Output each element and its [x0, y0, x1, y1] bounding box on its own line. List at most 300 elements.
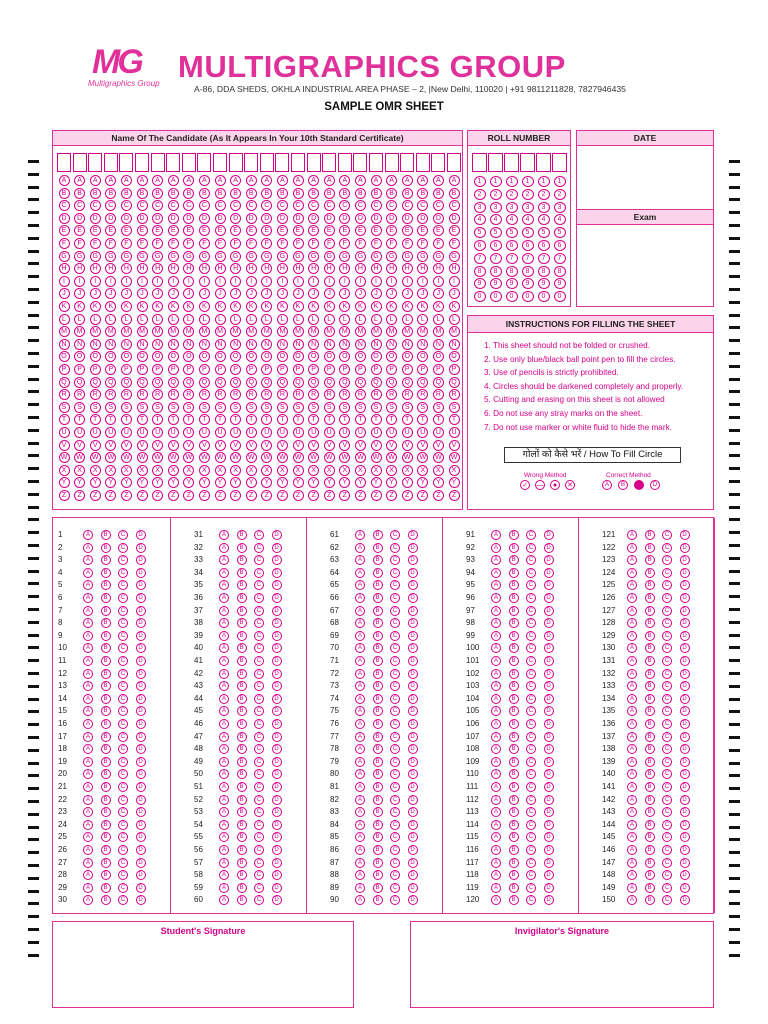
answer-bubble[interactable]: A — [83, 883, 93, 893]
name-bubble[interactable]: V — [402, 440, 413, 451]
name-bubble[interactable]: V — [152, 440, 163, 451]
name-bubble[interactable]: A — [277, 175, 288, 186]
answer-bubble[interactable]: B — [645, 782, 655, 792]
roll-bubble[interactable]: 0 — [554, 291, 566, 302]
answer-bubble[interactable]: C — [118, 807, 128, 817]
name-bubble[interactable]: S — [121, 402, 132, 413]
answer-bubble[interactable]: D — [136, 669, 146, 679]
answer-bubble[interactable]: B — [509, 593, 519, 603]
answer-bubble[interactable]: C — [526, 593, 536, 603]
answer-bubble[interactable]: A — [355, 694, 365, 704]
name-bubble[interactable]: P — [215, 364, 226, 375]
name-bubble[interactable]: O — [215, 351, 226, 362]
name-bubble[interactable]: Q — [277, 377, 288, 388]
answer-bubble[interactable]: B — [645, 719, 655, 729]
answer-bubble[interactable]: A — [627, 820, 637, 830]
answer-bubble[interactable]: B — [237, 832, 247, 842]
name-bubble[interactable]: S — [74, 402, 85, 413]
answer-bubble[interactable]: C — [118, 694, 128, 704]
name-bubble[interactable]: N — [59, 339, 70, 350]
name-bubble[interactable]: T — [105, 414, 116, 425]
name-bubble[interactable]: T — [277, 414, 288, 425]
answer-bubble[interactable]: D — [272, 643, 282, 653]
name-letter-box[interactable] — [57, 153, 71, 172]
name-bubble[interactable]: U — [324, 427, 335, 438]
answer-bubble[interactable]: C — [254, 795, 264, 805]
answer-bubble[interactable]: B — [101, 643, 111, 653]
answer-bubble[interactable]: B — [509, 580, 519, 590]
answer-bubble[interactable]: B — [509, 568, 519, 578]
name-bubble[interactable]: F — [261, 238, 272, 249]
name-bubble[interactable]: N — [402, 339, 413, 350]
name-bubble[interactable]: Z — [215, 490, 226, 501]
answer-bubble[interactable]: B — [373, 656, 383, 666]
answer-bubble[interactable]: C — [526, 719, 536, 729]
answer-bubble[interactable]: D — [136, 883, 146, 893]
answer-bubble[interactable]: D — [272, 656, 282, 666]
answer-bubble[interactable]: B — [645, 795, 655, 805]
roll-bubble[interactable]: 2 — [522, 189, 534, 200]
roll-bubble[interactable]: 0 — [490, 291, 502, 302]
answer-bubble[interactable]: C — [526, 858, 536, 868]
roll-digit-box[interactable] — [536, 153, 551, 172]
name-bubble[interactable]: B — [371, 188, 382, 199]
name-bubble[interactable]: C — [308, 200, 319, 211]
name-bubble[interactable]: M — [246, 326, 257, 337]
name-bubble[interactable]: N — [417, 339, 428, 350]
name-bubble[interactable]: D — [324, 213, 335, 224]
answer-bubble[interactable]: A — [355, 631, 365, 641]
answer-bubble[interactable]: C — [118, 845, 128, 855]
name-bubble[interactable]: F — [246, 238, 257, 249]
answer-bubble[interactable]: D — [680, 807, 690, 817]
answer-bubble[interactable]: B — [101, 757, 111, 767]
name-bubble[interactable]: S — [90, 402, 101, 413]
name-bubble[interactable]: L — [152, 314, 163, 325]
answer-bubble[interactable]: A — [627, 669, 637, 679]
name-bubble[interactable]: L — [246, 314, 257, 325]
roll-bubble[interactable]: 7 — [554, 253, 566, 264]
answer-bubble[interactable]: A — [491, 883, 501, 893]
name-bubble[interactable]: I — [293, 276, 304, 287]
answer-bubble[interactable]: D — [408, 555, 418, 565]
name-bubble[interactable]: E — [417, 225, 428, 236]
answer-bubble[interactable]: A — [627, 631, 637, 641]
name-bubble[interactable]: G — [371, 251, 382, 262]
answer-bubble[interactable]: C — [254, 631, 264, 641]
name-bubble[interactable]: W — [402, 452, 413, 463]
name-bubble[interactable]: S — [433, 402, 444, 413]
answer-bubble[interactable]: C — [662, 543, 672, 553]
answer-bubble[interactable]: A — [491, 643, 501, 653]
answer-bubble[interactable]: A — [627, 870, 637, 880]
name-bubble[interactable]: V — [449, 440, 460, 451]
answer-bubble[interactable]: B — [101, 807, 111, 817]
name-bubble[interactable]: E — [433, 225, 444, 236]
roll-digit-box[interactable] — [488, 153, 503, 172]
name-bubble[interactable]: X — [324, 465, 335, 476]
answer-bubble[interactable]: A — [219, 530, 229, 540]
answer-bubble[interactable]: D — [544, 757, 554, 767]
roll-bubble[interactable]: 1 — [538, 176, 550, 187]
name-bubble[interactable]: N — [261, 339, 272, 350]
answer-bubble[interactable]: D — [408, 744, 418, 754]
answer-bubble[interactable]: D — [272, 757, 282, 767]
answer-bubble[interactable]: C — [254, 530, 264, 540]
name-bubble[interactable]: X — [121, 465, 132, 476]
answer-bubble[interactable]: C — [390, 719, 400, 729]
answer-bubble[interactable]: A — [83, 820, 93, 830]
answer-bubble[interactable]: C — [662, 656, 672, 666]
name-bubble[interactable]: Y — [355, 477, 366, 488]
name-bubble[interactable]: N — [433, 339, 444, 350]
answer-bubble[interactable]: A — [83, 744, 93, 754]
answer-bubble[interactable]: B — [101, 580, 111, 590]
name-letter-box[interactable] — [213, 153, 227, 172]
name-bubble[interactable]: Y — [293, 477, 304, 488]
answer-bubble[interactable]: C — [118, 543, 128, 553]
name-bubble[interactable]: O — [246, 351, 257, 362]
answer-bubble[interactable]: D — [680, 858, 690, 868]
answer-bubble[interactable]: D — [544, 820, 554, 830]
name-bubble[interactable]: N — [199, 339, 210, 350]
answer-bubble[interactable]: B — [101, 618, 111, 628]
name-bubble[interactable]: M — [105, 326, 116, 337]
name-bubble[interactable]: Q — [137, 377, 148, 388]
roll-bubble[interactable]: 3 — [522, 202, 534, 213]
name-bubble[interactable]: U — [215, 427, 226, 438]
name-bubble[interactable]: I — [121, 276, 132, 287]
name-bubble[interactable]: J — [355, 288, 366, 299]
answer-bubble[interactable]: B — [101, 883, 111, 893]
answer-bubble[interactable]: B — [101, 782, 111, 792]
name-bubble[interactable]: D — [417, 213, 428, 224]
name-bubble[interactable]: L — [402, 314, 413, 325]
answer-bubble[interactable]: C — [526, 744, 536, 754]
answer-bubble[interactable]: B — [645, 681, 655, 691]
name-bubble[interactable]: L — [137, 314, 148, 325]
name-bubble[interactable]: H — [199, 263, 210, 274]
answer-bubble[interactable]: B — [237, 769, 247, 779]
name-bubble[interactable]: J — [293, 288, 304, 299]
name-bubble[interactable]: B — [308, 188, 319, 199]
answer-bubble[interactable]: B — [237, 606, 247, 616]
answer-bubble[interactable]: A — [219, 606, 229, 616]
name-bubble[interactable]: Z — [105, 490, 116, 501]
name-bubble[interactable]: L — [324, 314, 335, 325]
answer-bubble[interactable]: D — [544, 618, 554, 628]
answer-bubble[interactable]: D — [544, 656, 554, 666]
answer-bubble[interactable]: D — [136, 593, 146, 603]
answer-bubble[interactable]: C — [662, 883, 672, 893]
name-bubble[interactable]: A — [417, 175, 428, 186]
answer-bubble[interactable]: B — [509, 631, 519, 641]
answer-bubble[interactable]: B — [645, 631, 655, 641]
name-bubble[interactable]: G — [199, 251, 210, 262]
name-bubble[interactable]: I — [168, 276, 179, 287]
answer-bubble[interactable]: A — [355, 757, 365, 767]
name-bubble[interactable]: P — [308, 364, 319, 375]
answer-bubble[interactable]: C — [254, 706, 264, 716]
answer-bubble[interactable]: D — [272, 706, 282, 716]
answer-bubble[interactable]: A — [355, 895, 365, 905]
answer-bubble[interactable]: B — [509, 719, 519, 729]
roll-bubble[interactable]: 0 — [506, 291, 518, 302]
name-bubble[interactable]: A — [199, 175, 210, 186]
name-bubble[interactable]: E — [152, 225, 163, 236]
name-bubble[interactable]: T — [215, 414, 226, 425]
answer-bubble[interactable]: B — [101, 769, 111, 779]
answer-bubble[interactable]: B — [101, 656, 111, 666]
answer-bubble[interactable]: D — [544, 845, 554, 855]
name-bubble[interactable]: U — [277, 427, 288, 438]
name-bubble[interactable]: N — [339, 339, 350, 350]
name-bubble[interactable]: N — [152, 339, 163, 350]
name-bubble[interactable]: Q — [152, 377, 163, 388]
name-bubble[interactable]: I — [449, 276, 460, 287]
name-bubble[interactable]: E — [449, 225, 460, 236]
roll-bubble[interactable]: 6 — [490, 240, 502, 251]
answer-bubble[interactable]: B — [509, 643, 519, 653]
name-bubble[interactable]: A — [261, 175, 272, 186]
name-bubble[interactable]: O — [90, 351, 101, 362]
answer-bubble[interactable]: C — [254, 820, 264, 830]
answer-bubble[interactable]: B — [645, 832, 655, 842]
answer-bubble[interactable]: A — [83, 858, 93, 868]
answer-bubble[interactable]: D — [680, 845, 690, 855]
answer-bubble[interactable]: C — [662, 568, 672, 578]
answer-bubble[interactable]: D — [408, 681, 418, 691]
name-bubble[interactable]: I — [183, 276, 194, 287]
name-bubble[interactable]: M — [386, 326, 397, 337]
name-bubble[interactable]: L — [168, 314, 179, 325]
answer-bubble[interactable]: D — [272, 820, 282, 830]
name-bubble[interactable]: W — [90, 452, 101, 463]
name-bubble[interactable]: D — [293, 213, 304, 224]
name-bubble[interactable]: P — [183, 364, 194, 375]
answer-bubble[interactable]: C — [390, 694, 400, 704]
name-bubble[interactable]: O — [152, 351, 163, 362]
answer-bubble[interactable]: C — [526, 845, 536, 855]
answer-bubble[interactable]: D — [408, 719, 418, 729]
answer-bubble[interactable]: D — [544, 895, 554, 905]
name-bubble[interactable]: G — [183, 251, 194, 262]
answer-bubble[interactable]: D — [136, 832, 146, 842]
answer-bubble[interactable]: C — [526, 706, 536, 716]
answer-bubble[interactable]: B — [509, 530, 519, 540]
name-bubble[interactable]: U — [449, 427, 460, 438]
answer-bubble[interactable]: B — [373, 832, 383, 842]
name-bubble[interactable]: Y — [74, 477, 85, 488]
name-bubble[interactable]: R — [355, 389, 366, 400]
name-bubble[interactable]: B — [277, 188, 288, 199]
name-bubble[interactable]: Q — [215, 377, 226, 388]
answer-bubble[interactable]: D — [272, 606, 282, 616]
name-bubble[interactable]: P — [355, 364, 366, 375]
name-bubble[interactable]: J — [215, 288, 226, 299]
answer-bubble[interactable]: D — [680, 694, 690, 704]
answer-bubble[interactable]: D — [680, 555, 690, 565]
name-bubble[interactable]: B — [402, 188, 413, 199]
name-bubble[interactable]: U — [261, 427, 272, 438]
name-bubble[interactable]: P — [59, 364, 70, 375]
name-bubble[interactable]: K — [277, 301, 288, 312]
name-bubble[interactable]: R — [59, 389, 70, 400]
answer-bubble[interactable]: C — [118, 732, 128, 742]
answer-bubble[interactable]: B — [509, 782, 519, 792]
answer-bubble[interactable]: A — [83, 807, 93, 817]
answer-bubble[interactable]: A — [627, 706, 637, 716]
name-bubble[interactable]: L — [199, 314, 210, 325]
answer-bubble[interactable]: D — [408, 530, 418, 540]
name-bubble[interactable]: J — [168, 288, 179, 299]
name-bubble[interactable]: T — [308, 414, 319, 425]
answer-bubble[interactable]: D — [136, 820, 146, 830]
name-bubble[interactable]: E — [293, 225, 304, 236]
name-bubble[interactable]: S — [215, 402, 226, 413]
name-bubble[interactable]: N — [137, 339, 148, 350]
name-bubble[interactable]: U — [371, 427, 382, 438]
name-bubble[interactable]: C — [371, 200, 382, 211]
answer-bubble[interactable]: D — [408, 618, 418, 628]
name-bubble[interactable]: G — [215, 251, 226, 262]
answer-bubble[interactable]: C — [254, 757, 264, 767]
name-letter-box[interactable] — [197, 153, 211, 172]
answer-bubble[interactable]: C — [118, 706, 128, 716]
answer-bubble[interactable]: C — [254, 883, 264, 893]
answer-bubble[interactable]: C — [390, 769, 400, 779]
answer-bubble[interactable]: B — [373, 795, 383, 805]
name-bubble[interactable]: B — [121, 188, 132, 199]
answer-bubble[interactable]: D — [408, 694, 418, 704]
answer-bubble[interactable]: D — [544, 606, 554, 616]
name-bubble[interactable]: K — [168, 301, 179, 312]
answer-bubble[interactable]: A — [83, 543, 93, 553]
name-bubble[interactable]: Y — [90, 477, 101, 488]
answer-bubble[interactable]: A — [83, 643, 93, 653]
answer-bubble[interactable]: D — [680, 795, 690, 805]
name-bubble[interactable]: V — [417, 440, 428, 451]
answer-bubble[interactable]: D — [544, 858, 554, 868]
answer-bubble[interactable]: C — [662, 719, 672, 729]
name-bubble[interactable]: N — [277, 339, 288, 350]
answer-bubble[interactable]: B — [373, 568, 383, 578]
answer-bubble[interactable]: D — [544, 669, 554, 679]
name-bubble[interactable]: I — [277, 276, 288, 287]
answer-bubble[interactable]: D — [136, 732, 146, 742]
answer-bubble[interactable]: B — [509, 858, 519, 868]
answer-bubble[interactable]: A — [355, 568, 365, 578]
name-bubble[interactable]: C — [417, 200, 428, 211]
answer-bubble[interactable]: D — [680, 870, 690, 880]
name-bubble[interactable]: J — [433, 288, 444, 299]
answer-bubble[interactable]: D — [272, 543, 282, 553]
answer-bubble[interactable]: B — [237, 895, 247, 905]
roll-bubble[interactable]: 7 — [490, 253, 502, 264]
answer-bubble[interactable]: B — [509, 732, 519, 742]
name-letter-box[interactable] — [229, 153, 243, 172]
roll-digit-box[interactable] — [520, 153, 535, 172]
name-bubble[interactable]: R — [230, 389, 241, 400]
name-bubble[interactable]: I — [308, 276, 319, 287]
name-bubble[interactable]: A — [402, 175, 413, 186]
answer-bubble[interactable]: A — [491, 656, 501, 666]
answer-bubble[interactable]: D — [408, 769, 418, 779]
name-bubble[interactable]: K — [230, 301, 241, 312]
answer-bubble[interactable]: D — [136, 568, 146, 578]
answer-bubble[interactable]: C — [118, 618, 128, 628]
answer-bubble[interactable]: D — [680, 757, 690, 767]
name-bubble[interactable]: W — [308, 452, 319, 463]
answer-bubble[interactable]: A — [627, 606, 637, 616]
answer-bubble[interactable]: A — [355, 858, 365, 868]
answer-bubble[interactable]: D — [544, 543, 554, 553]
name-bubble[interactable]: T — [339, 414, 350, 425]
name-bubble[interactable]: E — [90, 225, 101, 236]
answer-bubble[interactable]: B — [373, 555, 383, 565]
answer-bubble[interactable]: A — [83, 757, 93, 767]
name-bubble[interactable]: B — [105, 188, 116, 199]
name-bubble[interactable]: G — [121, 251, 132, 262]
name-bubble[interactable]: W — [386, 452, 397, 463]
name-bubble[interactable]: K — [261, 301, 272, 312]
answer-bubble[interactable]: C — [526, 883, 536, 893]
name-bubble[interactable]: I — [199, 276, 210, 287]
roll-bubble[interactable]: 4 — [522, 214, 534, 225]
answer-bubble[interactable]: D — [680, 769, 690, 779]
answer-bubble[interactable]: D — [680, 631, 690, 641]
name-bubble[interactable]: P — [90, 364, 101, 375]
name-bubble[interactable]: A — [230, 175, 241, 186]
name-bubble[interactable]: W — [105, 452, 116, 463]
name-bubble[interactable]: K — [90, 301, 101, 312]
answer-bubble[interactable]: A — [83, 593, 93, 603]
name-bubble[interactable]: C — [293, 200, 304, 211]
name-letter-box[interactable] — [322, 153, 336, 172]
name-bubble[interactable]: H — [152, 263, 163, 274]
name-bubble[interactable]: C — [449, 200, 460, 211]
name-letter-box[interactable] — [119, 153, 133, 172]
answer-bubble[interactable]: A — [491, 593, 501, 603]
name-bubble[interactable]: W — [246, 452, 257, 463]
name-bubble[interactable]: J — [121, 288, 132, 299]
name-bubble[interactable]: B — [417, 188, 428, 199]
name-bubble[interactable]: P — [199, 364, 210, 375]
roll-bubble[interactable]: 9 — [554, 278, 566, 289]
roll-bubble[interactable]: 3 — [506, 202, 518, 213]
answer-bubble[interactable]: A — [627, 795, 637, 805]
answer-bubble[interactable]: C — [526, 694, 536, 704]
answer-bubble[interactable]: C — [662, 895, 672, 905]
answer-bubble[interactable]: A — [355, 744, 365, 754]
student-signature-box[interactable] — [52, 921, 354, 1008]
name-bubble[interactable]: X — [293, 465, 304, 476]
name-bubble[interactable]: B — [59, 188, 70, 199]
name-bubble[interactable]: T — [230, 414, 241, 425]
name-bubble[interactable]: A — [355, 175, 366, 186]
name-bubble[interactable]: A — [59, 175, 70, 186]
answer-bubble[interactable]: A — [627, 543, 637, 553]
name-bubble[interactable]: Y — [449, 477, 460, 488]
name-bubble[interactable]: U — [246, 427, 257, 438]
name-bubble[interactable]: R — [277, 389, 288, 400]
name-bubble[interactable]: F — [59, 238, 70, 249]
name-letter-box[interactable] — [73, 153, 87, 172]
name-bubble[interactable]: W — [449, 452, 460, 463]
answer-bubble[interactable]: B — [645, 807, 655, 817]
name-bubble[interactable]: Y — [261, 477, 272, 488]
name-bubble[interactable]: R — [433, 389, 444, 400]
